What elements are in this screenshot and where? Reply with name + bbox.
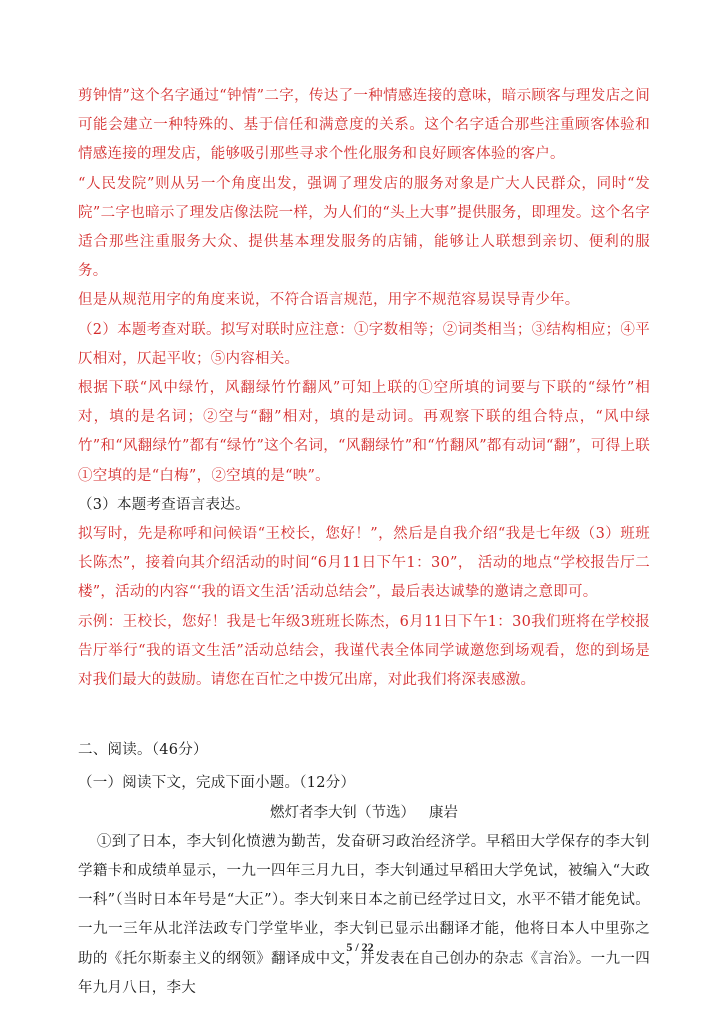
article-paragraph-1: ①到了日本，李大钊化愤懑为勤苦，发奋研习政治经济学。早稻田大学保存的李大钊学籍卡和成绩单显示，一九一四年三月九日，李大钊通过早稻田大学免试，被编入“大政一科”（当时日本年号是“大正”）。李大钊来日本之前已经学过日文，水平不错才能免试。一九一三年从北洋法政专门学堂毕业，李大钊已显示出翻译才能，他将日本人中里弥之助的《托尔斯泰主义的纲领》翻译成中文，并发表在自己创办的杂志《言治》。一九一四年九月八日，李大 (78, 833, 650, 996)
answer-paragraph-3: 但是从规范用字的角度来说，不符合语言规范，用字不规范容易误导青少年。 (78, 292, 580, 309)
answer-paragraph-6: （3）本题考查语言表达。 (78, 496, 250, 513)
section-spacer (78, 695, 650, 736)
answer-paragraph-7: 拟写时，先是称呼和问候语“王校长，您好！”，然后是自我介绍“我是七年级（3）班班长陈杰”，接着向其介绍活动的时间“6月11日下午1：30”， 活动的地点“学校报告厅二楼”，活动的内容“‘我的语文生活’活动总结会”，最后表达诚挚的邀请之意即可。 (78, 526, 650, 601)
article-title: 燃灯者李大钊（节选） (270, 804, 415, 821)
sub-heading: （一）阅读下文，完成下面小题。（12分） (78, 775, 356, 792)
answer-paragraph-8: 示例：王校长，您好！我是七年级3班班长陈杰，6月11日下午1：30我们班将在学校报告厅举行“我的语文生活”活动总结会，我谨代表全体同学诚邀您到场观看，您的到场是对我们最大的鼓励。请您在百忙之中拨冗出席，对此我们将深表感激。 (78, 613, 650, 689)
page-content (78, 82, 650, 1003)
article-title-line (78, 799, 650, 828)
answer-paragraph-2: “人民发院”则从另一个角度出发，强调了理发店的服务对象是广大人民群众，同时“发院”二字也暗示了理发店像法院一样，为人们的“头上大事”提供服务，即理发。这个名字适合那些注重服务大众、提供基本理发服务的店铺，能够让人联想到亲切、便利的服务。 (78, 175, 650, 280)
section-heading: 二、阅读。（46分） (78, 742, 208, 759)
page-number: 5 / 22 (346, 940, 374, 954)
article-author: 康岩 (429, 804, 458, 821)
answer-paragraph-1: 剪钟情”这个名字通过“钟情”二字，传达了一种情感连接的意味，暗示顾客与理发店之间可能会建立一种特殊的、基于信任和满意度的关系。这个名字适合那些注重顾客体验和情感连接的理发店，能够吸引那些寻求个性化服务和良好顾客体验的客户。 (78, 88, 650, 163)
answer-paragraph-5: 根据下联“风中绿竹，风翻绿竹竹翻风”可知上联的①空所填的词要与下联的“绿竹”相对，填的是名词；②空与“翻”相对，填的是动词。再观察下联的组合特点，“风中绿竹”和“风翻绿竹”都有“绿竹”这个名词，“风翻绿竹”和“竹翻风”都有动词“翻”，可得上联①空填的是“白梅”，②空填的是“映”。 (78, 380, 650, 484)
answer-paragraph-4: （2）本题考查对联。拟写对联时应注意：①字数相等；②词类相当；③结构相应；④平仄相对，仄起平收；⑤内容相关。 (78, 321, 650, 367)
